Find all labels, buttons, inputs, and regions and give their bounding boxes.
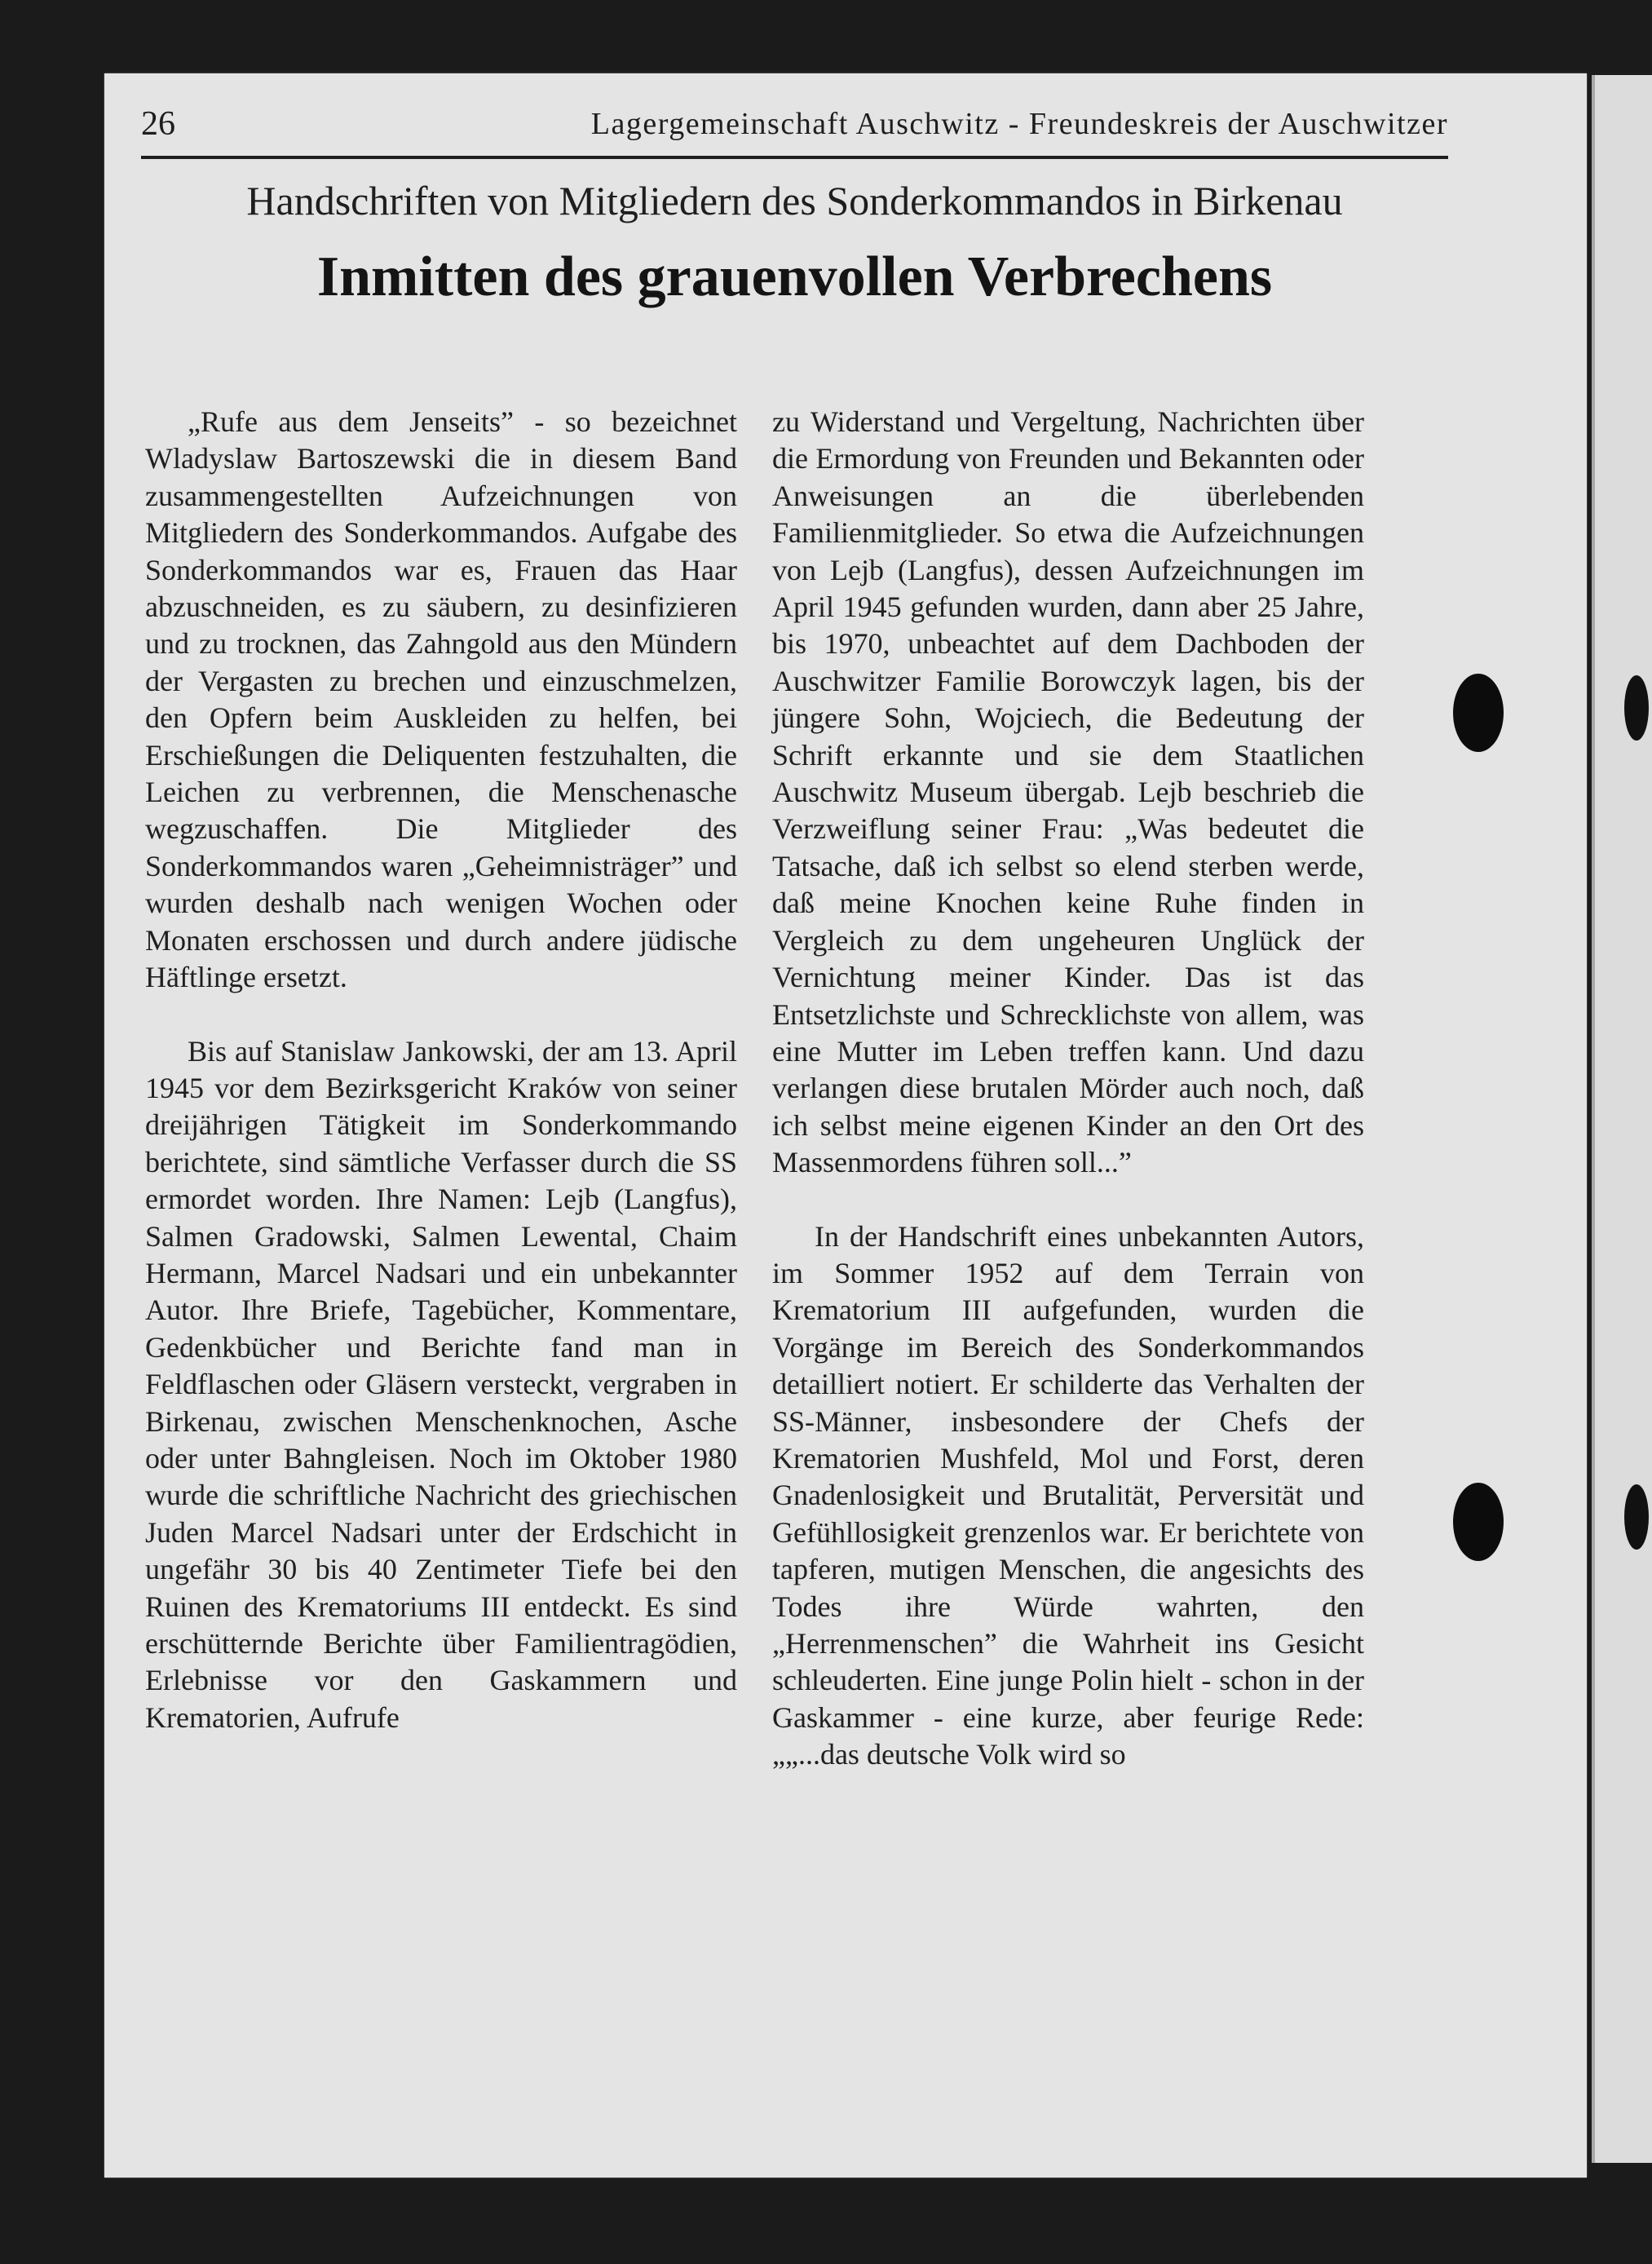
body-paragraph: zu Widerstand und Vergeltung, Nachrichten über die Ermordung von Freunden und Bekannten oder Anweisungen an die überlebenden Familienmitglieder. So etwa die Aufzeichnungen von Lejb (Langfus), dessen Aufzeichnungen im April 1945 gefunden wurden, dann aber 25 Jahre, bis 1970, unbeachtet auf dem Dachboden der Auschwitzer Familie Borowczyk lagen, bis der jüngere Sohn, Wojciech, die Bedeutung der Schrift erkannte und sie dem Staatlichen Auschwitz Museum übergab. Lejb beschrieb die Verzweiflung seiner Frau: „Was bedeutet die Tatsache, daß ich selbst so elend sterben werde, daß meine Knochen keine Ruhe finden in Vergleich zu dem ungeheuren Unglück der Vernichtung meiner Kinder. Das ist das Entsetzlichste und Schrecklichste von allem, was eine Mutter im Leben treffen kann. Und dazu verlangen diese brutalen Mörder auch noch, daß ich selbst meine eigenen Kinder an den Ort des Massenmordens führen soll...” (772, 405, 1364, 1179)
body-paragraph: Bis auf Stanislaw Jankowski, der am 13. April 1945 vor dem Bezirksgericht Kraków von seiner dreijährigen Tätigkeit im Sonderkommando berichtete, sind sämtliche Verfasser durch die SS ermordet worden. Ihre Namen: Lejb (Langfus), Salmen Gradowski, Salmen Lewental, Chaim Hermann, Marcel Nadsari und ein unbekannter Autor. Ihre Briefe, Tagebücher, Kommentare, Gedenkbücher und Berichte fand man in Feldflaschen oder Gläsern versteckt, vergraben in Birkenau, zwischen Menschenknochen, Asche oder unter Bahngleisen. Noch im Oktober 1980 wurde die schriftliche Nachricht des griechischen Juden Marcel Nadsari unter der Erdschicht in ungefähr 30 bis 40 Zentimeter Tiefe bei den Ruinen des Krematoriums III entdeckt. Es sind erschütternde Berichte über Familientragödien, Erlebnisse vor den Gaskammern und Krematorien, Aufrufe (145, 1034, 737, 1734)
article-column-right (772, 404, 1364, 1774)
body-paragraph: „Rufe aus dem Jenseits” - so bezeichnet Wladyslaw Bartoszewski die in diesem Band zusammengestellten Aufzeichnungen von Mitgliedern des Sonderkommandos. Aufgabe des Sonderkommandos war es, Frauen das Haar abzuschneiden, es zu säubern, zu desinfizieren und zu trocknen, das Zahngold aus den Mündern der Vergasten zu brechen und einzuschmelzen, den Opfern beim Auskleiden zu helfen, bei Erschießungen die Deliquenten festzuhalten, die Leichen zu verbrennen, die Menschenasche wegzuschaffen. Die Mitglieder des Sonderkommandos waren „Geheimnisträger” und wurden deshalb nach wenigen Wochen oder Monaten erschossen und durch andere jüdische Häftlinge ersetzt. (145, 405, 737, 994)
adjacent-page-hole (1624, 675, 1649, 741)
punch-hole (1453, 674, 1504, 752)
page-header (141, 92, 1448, 159)
punch-hole (1453, 1483, 1504, 1561)
adjacent-page-edge (1592, 75, 1652, 2163)
body-paragraph: In der Handschrift eines unbekannten Autors, im Sommer 1952 auf dem Terrain von Krematorium III aufgefunden, wurden die Vorgänge im Bereich des Sonderkommandos detailliert notiert. Er schilderte das Verhalten der SS-Männer, insbesondere der Chefs der Krematorien Mushfeld, Mol und Forst, deren Gnadenlosigkeit und Brutalität, Perversität und Gefühllosigkeit grenzenlos war. Er berichtete von tapferen, mutigen Menschen, die angesichts des Todes ihre Würde wahrten, den „Herrenmenschen” die Wahrheit ins Gesicht schleuderten. Eine junge Polin hielt - schon in der Gaskammer - eine kurze, aber feurige Rede: „„...das deutsche Volk wird so (772, 1219, 1364, 1771)
article-kicker: Handschriften von Mitgliedern des Sonderkommandos in Birkenau (246, 178, 1343, 223)
article-headline: Inmitten des grauenvollen Verbrechens (316, 245, 1273, 308)
adjacent-page-hole (1624, 1484, 1649, 1550)
running-title: Lagergemeinschaft Auschwitz - Freundeskreis der Auschwitzer (590, 107, 1448, 141)
article-column-left (145, 404, 737, 1736)
page-number: 26 (141, 105, 175, 143)
